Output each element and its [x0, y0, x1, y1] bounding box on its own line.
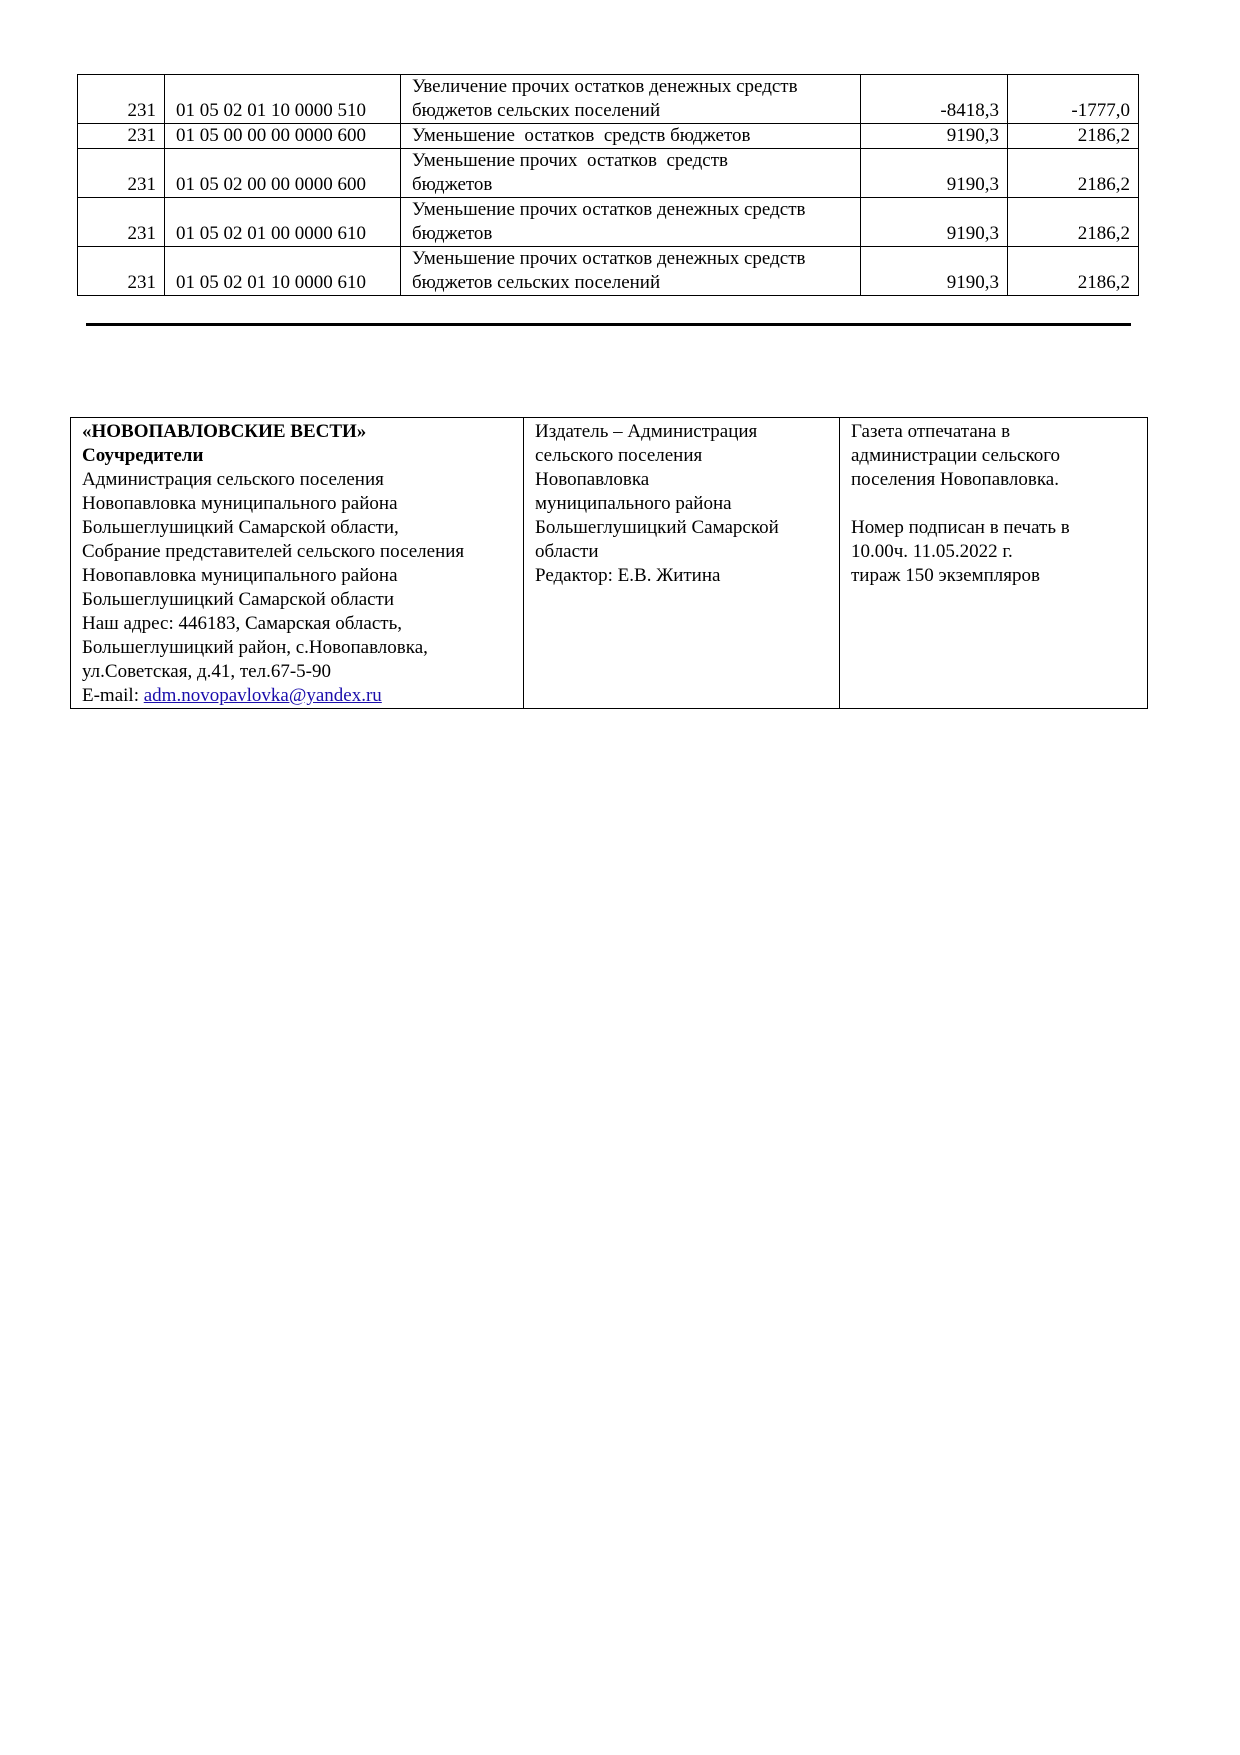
name-line: Уменьшение прочих остатков денежных средств [412, 248, 806, 269]
admin-code-cell: 231 [78, 124, 165, 149]
signed-line: Номер подписан в печать в [851, 517, 1070, 538]
editor-line: Редактор: Е.В. Житина [535, 565, 721, 586]
founders-line: Новопавловка муниципального района [82, 493, 398, 514]
publisher-line: Издатель – Администрация [535, 421, 758, 442]
budget-name-cell [401, 247, 861, 296]
email-line [82, 684, 513, 708]
budget-code-cell: 01 05 02 00 00 0000 600 [165, 149, 401, 198]
budget-name-cell [401, 124, 861, 149]
newspaper-imprint [70, 417, 1148, 709]
print-info-cell [840, 418, 1148, 709]
founders-line: Большеглушицкий Самарской области, [82, 517, 399, 538]
value1-cell: 9190,3 [861, 198, 1008, 247]
admin-code-cell: 231 [78, 198, 165, 247]
founders-line: Большеглушицкий Самарской области [82, 589, 395, 610]
table-row [78, 198, 1139, 247]
value1-cell: 9190,3 [861, 247, 1008, 296]
budget-code-cell: 01 05 00 00 00 0000 600 [165, 124, 401, 149]
publisher-cell [524, 418, 840, 709]
email-link[interactable]: adm.novopavlovka@yandex.ru [143, 685, 382, 706]
circulation-line: тираж 150 экземпляров [851, 565, 1040, 586]
budget-name-cell [401, 75, 861, 124]
value2-cell: 2186,2 [1008, 247, 1139, 296]
budget-sources-table [77, 74, 1139, 296]
budget-code-cell: 01 05 02 01 10 0000 610 [165, 247, 401, 296]
table-row [78, 124, 1139, 149]
founders-cell [71, 418, 524, 709]
budget-code-cell: 01 05 02 01 10 0000 510 [165, 75, 401, 124]
value1-cell: 9190,3 [861, 124, 1008, 149]
budget-code-cell: 01 05 02 01 00 0000 610 [165, 198, 401, 247]
spacer [851, 492, 1137, 516]
name-line: бюджетов [412, 174, 493, 195]
print-line: администрации сельского [851, 445, 1061, 466]
name-line: Уменьшение прочих остатков денежных средств [412, 199, 806, 220]
name-line: Уменьшение остатков средств бюджетов [412, 125, 751, 146]
budget-name-cell [401, 198, 861, 247]
section-divider [86, 323, 1131, 326]
founders-line: Новопавловка муниципального района [82, 565, 398, 586]
address-line: Наш адрес: 446183, Самарская область, [82, 613, 402, 634]
founders-heading: Соучредители [82, 445, 204, 466]
address-line: ул.Советская, д.41, тел.67-5-90 [82, 661, 331, 682]
budget-name-cell [401, 149, 861, 198]
table-row [78, 75, 1139, 124]
table-row [78, 149, 1139, 198]
newspaper-title: «НОВОПАВЛОВСКИЕ ВЕСТИ» [82, 421, 367, 442]
name-line: бюджетов сельских поселений [412, 272, 661, 293]
publisher-line: сельского поселения [535, 445, 703, 466]
table-row [78, 247, 1139, 296]
name-line: Уменьшение прочих остатков средств [412, 150, 728, 171]
print-line: Газета отпечатана в [851, 421, 1011, 442]
admin-code-cell: 231 [78, 247, 165, 296]
address-line: Большеглушицкий район, с.Новопавловка, [82, 637, 428, 658]
admin-code-cell: 231 [78, 149, 165, 198]
value1-cell: -8418,3 [861, 75, 1008, 124]
value2-cell: 2186,2 [1008, 149, 1139, 198]
value1-cell: 9190,3 [861, 149, 1008, 198]
name-line: Увеличение прочих остатков денежных средств [412, 76, 798, 97]
name-line: бюджетов сельских поселений [412, 100, 661, 121]
publisher-line: Новопавловка [535, 469, 650, 490]
name-line: бюджетов [412, 223, 493, 244]
publisher-line: области [535, 541, 599, 562]
value2-cell: -1777,0 [1008, 75, 1139, 124]
value2-cell: 2186,2 [1008, 124, 1139, 149]
print-line: поселения Новопавловка. [851, 469, 1059, 490]
founders-line: Собрание представителей сельского поселения [82, 541, 465, 562]
publisher-line: муниципального района [535, 493, 732, 514]
value2-cell: 2186,2 [1008, 198, 1139, 247]
publisher-line: Большеглушицкий Самарской [535, 517, 779, 538]
email-label: E-mail: [82, 685, 144, 706]
signed-line: 10.00ч. 11.05.2022 г. [851, 541, 1013, 562]
founders-line: Администрация сельского поселения [82, 469, 384, 490]
admin-code-cell: 231 [78, 75, 165, 124]
